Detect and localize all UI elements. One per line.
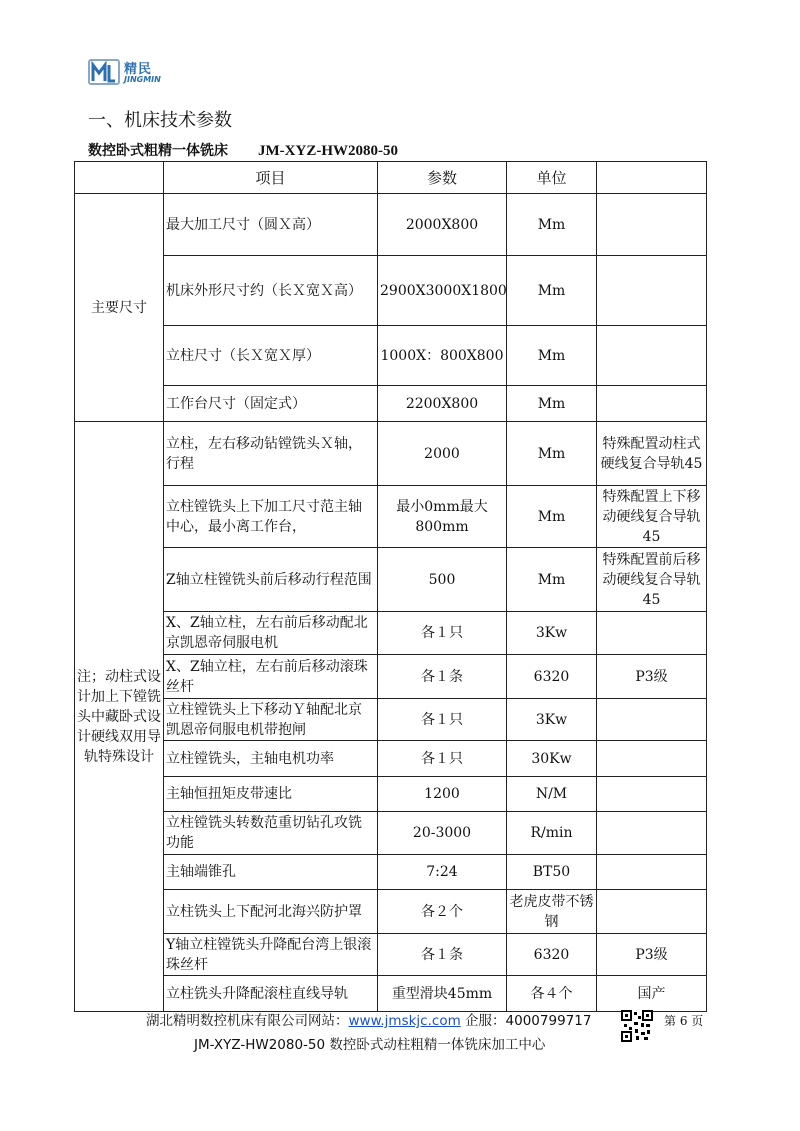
cell-note <box>597 741 707 777</box>
cell-param: 1200 <box>378 777 507 812</box>
group-label: 主要尺寸 <box>75 194 164 422</box>
cell-note <box>597 777 707 812</box>
cell-note: P3级 <box>597 934 707 976</box>
cell-note <box>597 812 707 855</box>
cell-note: P3级 <box>597 655 707 699</box>
cell-unit: 各４个 <box>507 976 597 1012</box>
cell-param: 各２个 <box>378 890 507 934</box>
logo-brand-en: JINGMIN <box>124 75 161 84</box>
cell-param: 2000 <box>378 422 507 486</box>
logo-brand-cn: 精民 <box>124 62 153 77</box>
table-row <box>75 890 707 934</box>
cell-note: 特殊配置上下移动硬线复合导轨45 <box>597 486 707 548</box>
header-param: 参数 <box>378 162 507 194</box>
cell-note: 国产 <box>597 976 707 1012</box>
cell-item: 主轴端锥孔 <box>164 855 378 890</box>
header-note <box>597 162 707 194</box>
cell-param: 最小0mm最大800mm <box>378 486 507 548</box>
cell-unit: 老虎皮带不锈钢 <box>507 890 597 934</box>
footer-service: 企服：4000799717 <box>465 1013 592 1029</box>
table-row <box>75 486 707 548</box>
cell-note <box>597 890 707 934</box>
cell-param: 1000X：800X800 <box>378 326 507 386</box>
cell-item: 立柱镗铣头上下加工尺寸范主轴中心，最小离工作台， <box>164 486 378 548</box>
table-row <box>75 812 707 855</box>
group-label: 注；动柱式设计加上下镗铣头中藏卧式设计硬线双用导轨特殊设计 <box>75 422 164 1012</box>
cell-unit: Mm <box>507 194 597 256</box>
cell-unit: Mm <box>507 548 597 612</box>
qr-code-icon <box>621 1010 653 1042</box>
parameters-table <box>74 161 707 1012</box>
header-unit: 单位 <box>507 162 597 194</box>
cell-param: 500 <box>378 548 507 612</box>
table-row <box>75 422 707 486</box>
cell-unit: Mm <box>507 386 597 422</box>
cell-item: 立柱铣头升降配滚柱直线导轨 <box>164 976 378 1012</box>
logo-mark-icon <box>88 57 120 87</box>
cell-unit: Mm <box>507 256 597 326</box>
cell-note <box>597 326 707 386</box>
cell-param: 2900X3000X1800 <box>378 256 507 326</box>
cell-param: 各１只 <box>378 741 507 777</box>
cell-note <box>597 699 707 741</box>
table-row <box>75 548 707 612</box>
cell-unit: 3Kw <box>507 612 597 655</box>
footer-company: 湖北精明数控机床有限公司网站： <box>146 1013 349 1029</box>
cell-note <box>597 256 707 326</box>
cell-unit: Mm <box>507 486 597 548</box>
cell-item: 机床外形尺寸约（长Ｘ宽Ｘ高） <box>164 256 378 326</box>
table-row <box>75 699 707 741</box>
cell-note <box>597 386 707 422</box>
header-blank <box>75 162 164 194</box>
machine-model: JM-XYZ-HW2080-50 <box>258 143 398 159</box>
cell-unit: R/min <box>507 812 597 855</box>
cell-item: X、Z轴立柱，左右前后移动配北京凯恩帝伺服电机 <box>164 612 378 655</box>
cell-unit: Mm <box>507 326 597 386</box>
cell-item: 主轴恒扭矩皮带速比 <box>164 777 378 812</box>
cell-param: 各１只 <box>378 612 507 655</box>
table-header-row <box>75 162 707 194</box>
cell-item: 立柱镗铣头，主轴电机功率 <box>164 741 378 777</box>
header-item: 项目 <box>164 162 378 194</box>
cell-unit: 3Kw <box>507 699 597 741</box>
table-row <box>75 386 707 422</box>
cell-param: 20-3000 <box>378 812 507 855</box>
cell-note <box>597 855 707 890</box>
cell-note: 特殊配置动柱式硬线复合导轨45 <box>597 422 707 486</box>
company-logo <box>88 57 188 89</box>
table-row <box>75 777 707 812</box>
footer-line-1 <box>146 1009 591 1029</box>
cell-item: X、Z轴立柱，左右前后移动滚珠丝杆 <box>164 655 378 699</box>
page-number: 第 6 页 <box>664 1014 704 1028</box>
cell-unit: N/M <box>507 777 597 812</box>
table-row <box>75 855 707 890</box>
cell-item: 立柱镗铣头上下移动Ｙ轴配北京凯恩帝伺服电机带抱闸 <box>164 699 378 741</box>
cell-item: 立柱尺寸（长Ｘ宽Ｘ厚） <box>164 326 378 386</box>
table-row <box>75 934 707 976</box>
cell-unit: BT50 <box>507 855 597 890</box>
footer-line-2: JM-XYZ-HW2080-50 数控卧式动柱粗精一体铣床加工中心 <box>194 1037 546 1053</box>
cell-param: 2000X800 <box>378 194 507 256</box>
table-row <box>75 976 707 1012</box>
cell-unit: 30Kw <box>507 741 597 777</box>
cell-param: 各１条 <box>378 934 507 976</box>
machine-name: 数控卧式粗精一体铣床 <box>88 143 228 159</box>
cell-param: 2200X800 <box>378 386 507 422</box>
cell-item: 工作台尺寸（固定式） <box>164 386 378 422</box>
cell-item: 最大加工尺寸（圆Ｘ高） <box>164 194 378 256</box>
cell-item: 立柱铣头上下配河北海兴防护罩 <box>164 890 378 934</box>
table-row <box>75 194 707 256</box>
cell-item: Z轴立柱镗铣头前后移动行程范围 <box>164 548 378 612</box>
cell-note: 特殊配置前后移动硬线复合导轨45 <box>597 548 707 612</box>
cell-param: 各１只 <box>378 699 507 741</box>
cell-param: 重型滑块45mm <box>378 976 507 1012</box>
cell-param: 各１条 <box>378 655 507 699</box>
cell-note <box>597 194 707 256</box>
cell-item: 立柱镗铣头转数范重切钻孔攻铣功能 <box>164 812 378 855</box>
table-row <box>75 612 707 655</box>
cell-unit: 6320 <box>507 934 597 976</box>
machine-subtitle <box>88 140 398 160</box>
cell-item: Y轴立柱镗铣头升降配台湾上银滚珠丝杆 <box>164 934 378 976</box>
section-title: 一、机床技术参数 <box>88 110 232 131</box>
footer-website-link[interactable]: www.jmskjc.com <box>348 1013 461 1029</box>
table-row <box>75 256 707 326</box>
cell-param: 7:24 <box>378 855 507 890</box>
table-row <box>75 741 707 777</box>
cell-item: 立柱，左右移动钻镗铣头Ｘ轴，行程 <box>164 422 378 486</box>
cell-unit: Mm <box>507 422 597 486</box>
cell-unit: 6320 <box>507 655 597 699</box>
table-row <box>75 655 707 699</box>
table-row <box>75 326 707 386</box>
cell-note <box>597 612 707 655</box>
